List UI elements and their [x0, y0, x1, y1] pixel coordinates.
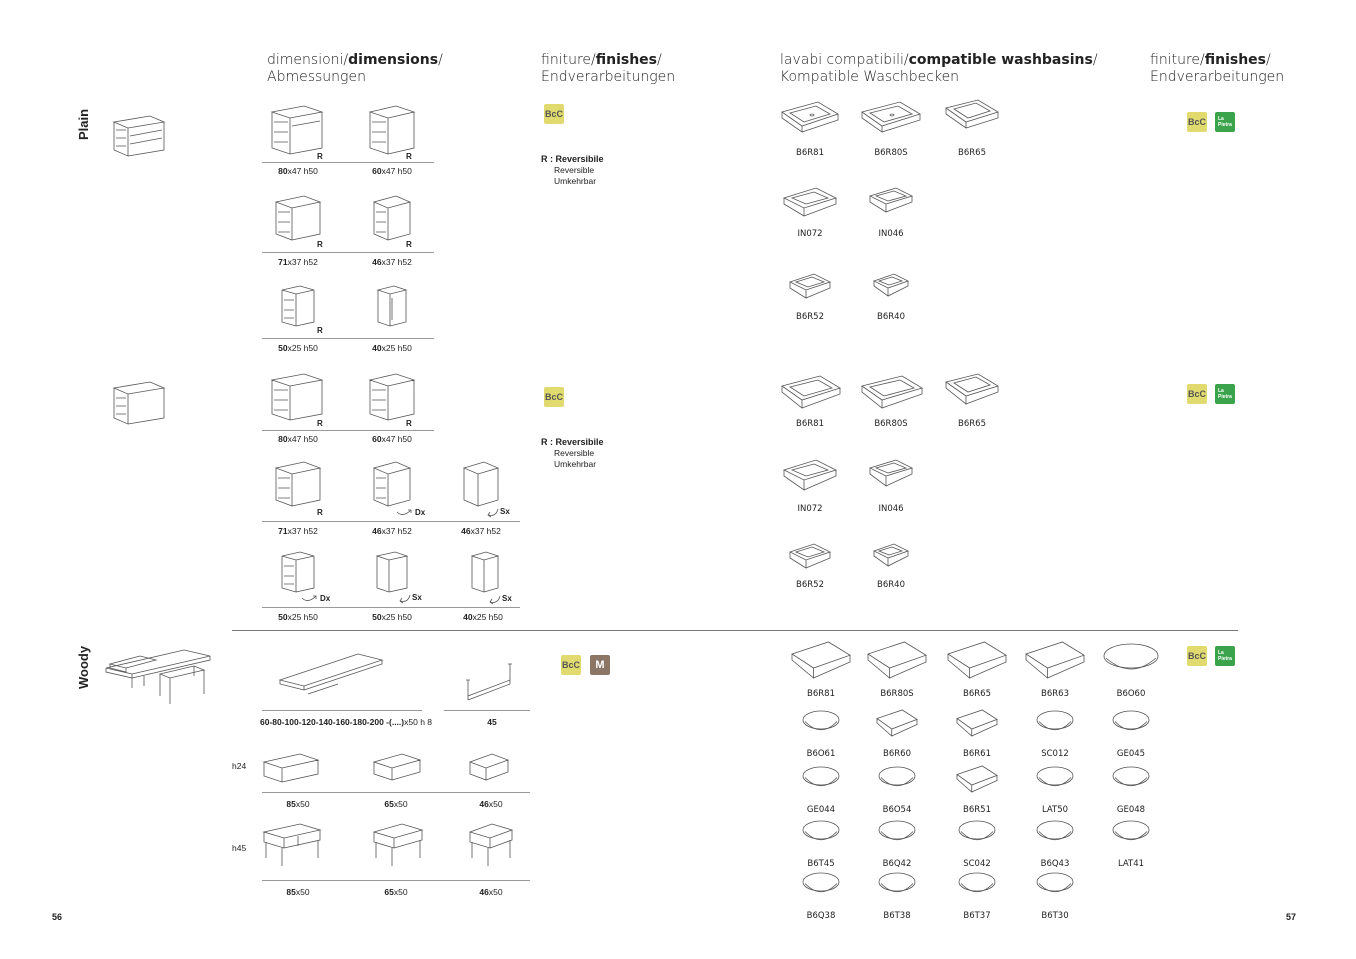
divider	[262, 252, 434, 253]
washbasin-code: B6T45	[807, 859, 835, 869]
cabinet-71x37-icon	[274, 460, 324, 510]
washbasin-rect-icon	[944, 372, 1000, 412]
washbasin-code: B6R65	[963, 689, 991, 699]
door-right-arrow-icon	[300, 594, 320, 604]
finish-badge-bc: BcC	[1187, 646, 1207, 666]
door-left-arrow-icon	[486, 507, 500, 519]
leg-unit-46-icon	[468, 822, 518, 868]
washbasin-icon	[1100, 640, 1162, 680]
washbasin-rect-icon	[860, 374, 924, 414]
cabinet-40x25-icon	[376, 284, 410, 330]
washbasin-code: B6T38	[883, 911, 911, 921]
reversible-mark: R	[317, 508, 323, 517]
washbasin-code: B6R40	[877, 580, 905, 590]
washbasin-code: B6Q43	[1040, 859, 1070, 869]
cabinet-50x25-icon	[280, 284, 320, 330]
plain-unit-open-illustration	[110, 110, 166, 162]
divider	[262, 430, 434, 431]
washbasin-code: B6Q38	[806, 911, 836, 921]
cabinet-71x37-icon	[274, 194, 324, 244]
dimension-label: 65x50	[384, 799, 408, 809]
reversible-mark: R	[317, 326, 323, 335]
header-finishes-2: finiture/finishes/ Endverarbeitungen	[1150, 52, 1285, 85]
washbasin-code: LAT41	[1117, 859, 1145, 869]
woody-unit-illustration	[104, 642, 214, 708]
washbasin-icon	[790, 640, 852, 680]
washbasin-code: GE048	[1116, 805, 1146, 815]
woody-top-icon	[278, 650, 384, 698]
dimension-label: 46x50	[479, 887, 503, 897]
dimension-label: 60x47 h50	[372, 166, 412, 176]
washbasin-code: B6T30	[1041, 911, 1069, 921]
plain-unit-drawer-illustration	[110, 378, 166, 430]
washbasin-code: B6R40	[877, 312, 905, 322]
washbasin-icon	[955, 708, 999, 738]
dimension-label: 85x50	[286, 887, 310, 897]
dimension-label: 46x37 h52	[372, 257, 412, 267]
page-number-left: 56	[52, 912, 63, 922]
cabinet-50x25-icon	[280, 550, 320, 596]
finish-badge-bc: BcC	[544, 104, 564, 124]
divider	[262, 792, 530, 793]
washbasin-code: GE045	[1116, 749, 1146, 759]
washbasin-icon	[955, 870, 999, 900]
dimension-label: 85x50	[286, 799, 310, 809]
divider	[262, 338, 434, 339]
dimension-label: 45	[487, 717, 497, 727]
washbasin-code: IN072	[797, 229, 823, 239]
dimension-label: 80x47 h50	[278, 166, 318, 176]
door-direction-sx: Sx	[502, 594, 512, 603]
cabinet-80x47-icon	[270, 104, 326, 156]
dimension-label: 50x25 h50	[372, 612, 412, 622]
washbasin-icon	[1109, 764, 1153, 794]
section-divider	[232, 630, 1238, 631]
finish-badge-bc: BcC	[1187, 112, 1207, 132]
washbasin-code: B6R81	[796, 419, 824, 429]
washbasin-code: B6O60	[1116, 689, 1146, 699]
washbasin-code: B6R61	[963, 749, 991, 759]
divider	[262, 880, 530, 881]
washbasin-code: B6R51	[963, 805, 991, 815]
washbasin-icon	[799, 764, 843, 794]
washbasin-icon	[875, 764, 919, 794]
washbasin-rect-icon	[868, 186, 914, 222]
height-label: h24	[232, 761, 247, 771]
washbasin-code: B6R52	[796, 312, 824, 322]
washbasin-icon	[1033, 764, 1077, 794]
cabinet-46x37-door-icon	[462, 460, 502, 510]
finish-badge-m: M	[590, 655, 610, 675]
washbasin-code: B6R65	[958, 148, 986, 158]
door-direction-dx: Dx	[320, 594, 331, 603]
reversible-mark: R	[406, 419, 412, 428]
door-direction-sx: Sx	[412, 593, 422, 602]
reversible-mark: R	[317, 240, 323, 249]
washbasin-rect-icon	[780, 374, 842, 414]
divider	[262, 710, 422, 711]
dimension-label: 40x25 h50	[463, 612, 503, 622]
washbasin-rect-icon	[944, 98, 1000, 136]
cabinet-80x47-icon	[270, 372, 326, 422]
washbasin-code: B6R81	[796, 148, 824, 158]
woody-towel-rail-icon	[462, 660, 518, 704]
drawer-46-icon	[468, 752, 514, 786]
header-dimensions: dimensioni/dimensions/ Abmessungen	[267, 52, 443, 85]
section-label-plain: Plain	[76, 108, 91, 140]
dimension-label: 40x25 h50	[372, 343, 412, 353]
finish-badge-lapietra: La Pietra	[1215, 384, 1235, 404]
washbasin-code: B6R80S	[874, 419, 908, 429]
washbasin-code: SC042	[963, 859, 991, 869]
door-direction-dx: Dx	[415, 508, 426, 517]
washbasin-code: SC012	[1041, 749, 1069, 759]
height-label: h45	[232, 843, 247, 853]
finish-badge-lapietra: La Pietra	[1215, 112, 1235, 132]
reversible-mark: R	[406, 152, 412, 161]
washbasin-code: B6R52	[796, 580, 824, 590]
dimension-label: 80x47 h50	[278, 434, 318, 444]
reversible-mark: R	[317, 419, 323, 428]
washbasin-icon	[799, 708, 843, 738]
washbasin-code: B6R80S	[874, 148, 908, 158]
washbasin-icon	[875, 818, 919, 848]
washbasin-rect-icon	[872, 272, 910, 304]
reversible-mark: R	[406, 240, 412, 249]
page-number-right: 57	[1286, 912, 1297, 922]
divider	[444, 710, 530, 711]
finish-badge-bc: BcC	[561, 655, 581, 675]
leg-unit-65-icon	[372, 822, 428, 868]
washbasin-rect-icon	[860, 100, 922, 138]
divider	[262, 521, 520, 522]
washbasin-code: IN046	[878, 504, 904, 514]
washbasin-icon	[1033, 870, 1077, 900]
washbasin-icon	[875, 708, 919, 738]
washbasin-rect-icon	[872, 542, 910, 574]
washbasin-icon	[1109, 708, 1153, 738]
cabinet-40x25-door-icon	[470, 550, 502, 596]
washbasin-rect-icon	[788, 272, 832, 304]
washbasin-code: B6R60	[883, 749, 911, 759]
cabinet-46x37-icon	[372, 460, 416, 510]
dimension-label: 71x37 h52	[278, 526, 318, 536]
finish-badge-bc: BcC	[544, 387, 564, 407]
washbasin-icon	[1033, 818, 1077, 848]
header-finishes: finiture/finishes/ Endverarbeitungen	[541, 52, 676, 85]
drawer-85-icon	[262, 752, 322, 786]
washbasin-icon	[1033, 708, 1077, 738]
reversible-note: R : Reversibile Reversible Umkehrbar	[541, 437, 604, 469]
reversible-note: R : Reversibile Reversible Umkehrbar	[541, 154, 604, 186]
washbasin-icon	[955, 764, 999, 794]
divider	[262, 162, 434, 163]
washbasin-code: B6R80S	[880, 689, 914, 699]
washbasin-code: B6R63	[1041, 689, 1069, 699]
header-washbasins: lavabi compatibili/compatible washbasins/ Kompatible Waschbecken	[780, 52, 1098, 85]
washbasin-rect-icon	[782, 186, 838, 222]
washbasin-icon	[799, 818, 843, 848]
washbasin-code: IN046	[878, 229, 904, 239]
dimension-label: 46x37 h52	[372, 526, 412, 536]
finish-badge-bc: BcC	[1187, 384, 1207, 404]
divider	[262, 607, 520, 608]
washbasin-code: B6Q42	[882, 859, 912, 869]
washbasin-rect-icon	[780, 100, 840, 138]
washbasin-code: LAT50	[1041, 805, 1069, 815]
washbasin-code: B6T37	[963, 911, 991, 921]
cabinet-46x37-icon	[372, 194, 416, 244]
washbasin-icon	[1024, 640, 1086, 680]
washbasin-code: IN072	[797, 504, 823, 514]
washbasin-code: GE044	[806, 805, 836, 815]
washbasin-icon	[866, 640, 928, 680]
dimension-label: 71x37 h52	[278, 257, 318, 267]
washbasin-code: B6O54	[882, 805, 912, 815]
washbasin-code: B6O61	[806, 749, 836, 759]
dimension-label: 50x25 h50	[278, 612, 318, 622]
washbasin-icon	[946, 640, 1008, 680]
washbasin-icon	[875, 870, 919, 900]
washbasin-icon	[955, 818, 999, 848]
cabinet-60x47-icon	[368, 372, 418, 422]
washbasin-rect-icon	[868, 458, 914, 496]
cabinet-50x25-door-icon	[375, 550, 411, 596]
washbasin-icon	[1109, 818, 1153, 848]
leg-unit-85-icon	[262, 822, 324, 868]
section-label-woody: Woody	[76, 645, 91, 689]
door-left-arrow-icon	[488, 594, 502, 606]
washbasin-icon	[799, 870, 843, 900]
drawer-65-icon	[372, 752, 424, 786]
dimension-label: 46x37 h52	[461, 526, 501, 536]
dimension-label: 65x50	[384, 887, 408, 897]
dimension-label: 46x50	[479, 799, 503, 809]
door-left-arrow-icon	[398, 593, 412, 605]
washbasin-rect-icon	[788, 542, 832, 574]
reversible-mark: R	[317, 152, 323, 161]
washbasin-code: B6R65	[958, 419, 986, 429]
door-right-arrow-icon	[395, 508, 415, 518]
dimension-label: 50x25 h50	[278, 343, 318, 353]
door-direction-sx: Sx	[500, 507, 510, 516]
dimension-label: 60x47 h50	[372, 434, 412, 444]
washbasin-rect-icon	[782, 458, 838, 496]
dimension-label: 60-80-100-120-140-160-180-200 -(....)x50 h 8	[260, 717, 433, 727]
cabinet-60x47-icon	[368, 104, 418, 156]
finish-badge-lapietra: La Pietra	[1215, 646, 1235, 666]
washbasin-code: B6R81	[807, 689, 835, 699]
